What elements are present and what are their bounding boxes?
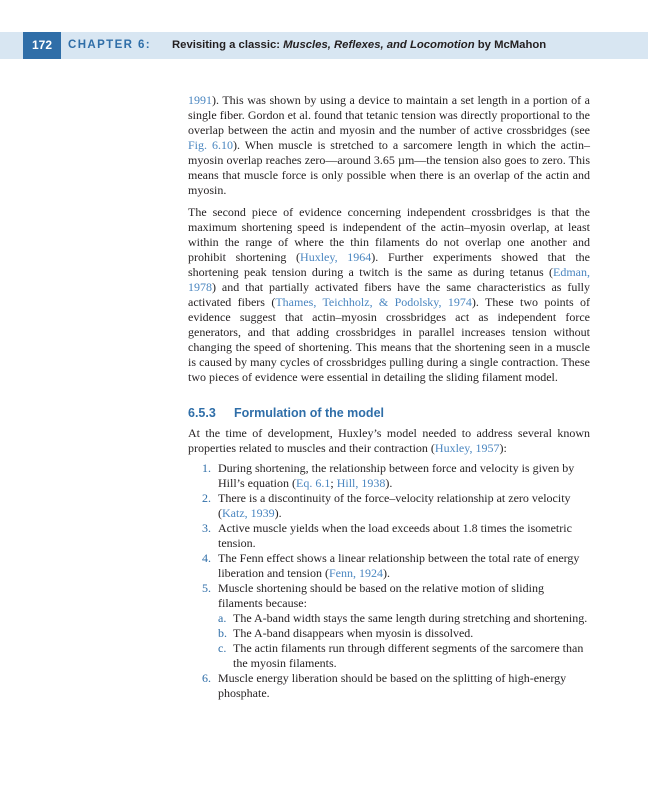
chapter-label: CHAPTER 6: bbox=[68, 39, 152, 51]
sub-list-text: The A-band width stays the same length during stretching and shortening. bbox=[233, 611, 588, 625]
section-title: Formulation of the model bbox=[234, 406, 384, 420]
citation-link[interactable]: Huxley, 1957 bbox=[434, 441, 500, 455]
list-item bbox=[188, 671, 590, 701]
main-content bbox=[188, 93, 590, 701]
list-text: There is a discontinuity of the force–velocity relationship at zero velocity ( bbox=[218, 491, 571, 520]
chapter-title-book: Muscles, Reflexes, and Locomotion bbox=[283, 39, 475, 51]
citation-link[interactable]: Fenn, 1924 bbox=[328, 566, 383, 580]
list-text: Active muscle yields when the load exceeds about 1.8 times the isometric tension. bbox=[218, 521, 572, 550]
section-number: 6.5.3 bbox=[188, 406, 216, 420]
sub-list bbox=[218, 611, 590, 671]
list-number: 2. bbox=[202, 491, 211, 505]
paragraph-text: ). When muscle is stretched to a sarcomere length in which the actin–myosin overlap reaches zero—around 3.65 µm—the tension also goes to zero. This means that muscle force is only possible when there is an overlap of the actin and myosin. bbox=[188, 138, 590, 197]
sub-list-text: The A-band disappears when myosin is dissolved. bbox=[233, 626, 474, 640]
paragraph-2 bbox=[188, 205, 590, 385]
paragraph-3 bbox=[188, 426, 590, 456]
sub-list-item bbox=[218, 626, 590, 641]
sub-list-letter: c. bbox=[218, 641, 227, 655]
paragraph-text: The second piece of evidence concerning independent crossbridges is that the maximum shortening speed is independent of the actin–myosin overlap, at least within the range of where the thin filaments do not overlap one another and prohibit shortening ( bbox=[188, 205, 590, 264]
equation-link[interactable]: Eq. 6.1 bbox=[296, 476, 331, 490]
list-item bbox=[188, 461, 590, 491]
chapter-title-suffix: by McMahon bbox=[474, 39, 547, 51]
paragraph-text: ) and that partially activated fibers have the same characteristics as fully activated fibers ( bbox=[188, 280, 590, 309]
running-header bbox=[0, 32, 648, 59]
list-number: 5. bbox=[202, 581, 211, 595]
properties-list bbox=[188, 461, 590, 701]
list-text: ; bbox=[330, 476, 337, 490]
list-number: 3. bbox=[202, 521, 211, 535]
paragraph-text: At the time of development, Huxley’s model needed to address several known properties related to muscles and their contraction ( bbox=[188, 426, 590, 455]
citation-link[interactable]: Edman, 1978 bbox=[188, 265, 590, 294]
list-number: 4. bbox=[202, 551, 211, 565]
list-item bbox=[188, 521, 590, 551]
citation-link[interactable]: Katz, 1939 bbox=[222, 506, 275, 520]
sub-list-text: The actin filaments run through different segments of the sarcomere than the myosin filaments. bbox=[233, 641, 584, 670]
paragraph-text: ). This was shown by using a device to maintain a set length in a portion of a single fiber. Gordon et al. found that tetanic tension was directly proportional to the overlap between the actin and myosin and the number of active crossbridges (see bbox=[188, 93, 590, 137]
list-item bbox=[188, 581, 590, 671]
chapter-title bbox=[172, 32, 546, 59]
paragraph-text: ). Further experiments showed that the shortening peak tension during a twitch is the same as during tetanus ( bbox=[188, 250, 590, 279]
list-text: Muscle energy liberation should be based on the splitting of high-energy phosphate. bbox=[218, 671, 567, 700]
sub-list-item bbox=[218, 641, 590, 671]
section-heading bbox=[188, 405, 590, 421]
list-text: The Fenn effect shows a linear relationship between the total rate of energy liberation and tension ( bbox=[218, 551, 580, 580]
list-text: ). bbox=[385, 476, 393, 490]
chapter-title-prefix: Revisiting a classic: bbox=[172, 39, 284, 51]
paragraph-text: ): bbox=[499, 441, 507, 455]
list-item bbox=[188, 551, 590, 581]
list-text: ). bbox=[382, 566, 390, 580]
citation-link[interactable]: 1991 bbox=[188, 93, 212, 107]
paragraph-1 bbox=[188, 93, 590, 198]
list-number: 6. bbox=[202, 671, 211, 685]
list-item bbox=[188, 491, 590, 521]
citation-link[interactable]: Hill, 1938 bbox=[336, 476, 386, 490]
citation-link[interactable]: Huxley, 1964 bbox=[300, 250, 372, 264]
list-number: 1. bbox=[202, 461, 211, 475]
page-number: 172 bbox=[23, 32, 61, 59]
sub-list-letter: b. bbox=[218, 626, 227, 640]
list-text: During shortening, the relationship between force and velocity is given by Hill’s equation ( bbox=[218, 461, 575, 490]
sub-list-item bbox=[218, 611, 590, 626]
figure-link[interactable]: Fig. 6.10 bbox=[188, 138, 233, 152]
list-text: Muscle shortening should be based on the relative motion of sliding filaments because: bbox=[218, 581, 544, 610]
sub-list-letter: a. bbox=[218, 611, 227, 625]
paragraph-text: ). These two points of evidence suggest that actin–myosin crossbridges act as independent force generators, and that adding crossbridges in parallel increases tension without changing the speed of shortening. This means that the shortening seen in a muscle is caused by many cycles of crossbridges pulling during a single contraction. These two pieces of evidence were essential in detailing the sliding filament model. bbox=[188, 295, 591, 384]
citation-link[interactable]: Thames, Teichholz, & Podolsky, 1974 bbox=[275, 295, 472, 309]
list-text: ). bbox=[274, 506, 282, 520]
